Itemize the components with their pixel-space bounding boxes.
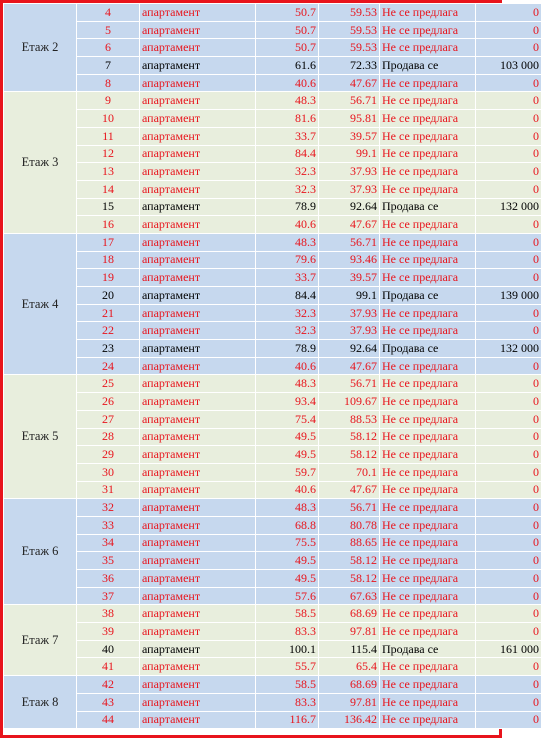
unit-area-cell: 49.5	[256, 428, 319, 446]
unit-price-cell: 0	[476, 375, 542, 393]
unit-area-cell: 48.3	[256, 92, 319, 110]
unit-total-area-cell: 39.57	[319, 269, 380, 287]
unit-price-cell: 103 000	[476, 57, 542, 75]
unit-number-cell: 23	[77, 340, 140, 358]
unit-type-cell: апартамент	[140, 711, 256, 729]
floor-label: Етаж 8	[4, 676, 77, 729]
unit-price-cell: 0	[476, 180, 542, 198]
table-row	[4, 516, 542, 534]
unit-type-cell: апартамент	[140, 428, 256, 446]
unit-area-cell: 93.4	[256, 393, 319, 411]
table-row	[4, 623, 542, 641]
unit-type-cell: апартамент	[140, 463, 256, 481]
floor-label: Етаж 4	[4, 233, 77, 375]
unit-number-cell: 22	[77, 322, 140, 340]
unit-type-cell: апартамент	[140, 357, 256, 375]
unit-total-area-cell: 59.53	[319, 21, 380, 39]
unit-area-cell: 68.8	[256, 516, 319, 534]
unit-total-area-cell: 93.46	[319, 251, 380, 269]
unit-price-cell: 0	[476, 233, 542, 251]
unit-status-cell: Не се предлага	[380, 587, 476, 605]
unit-area-cell: 84.4	[256, 287, 319, 305]
unit-type-cell: апартамент	[140, 163, 256, 181]
unit-type-cell: апартамент	[140, 304, 256, 322]
table-row	[4, 534, 542, 552]
unit-status-cell: Не се предлага	[380, 375, 476, 393]
unit-number-cell: 44	[77, 711, 140, 729]
table-row	[4, 216, 542, 234]
unit-price-cell: 0	[476, 658, 542, 676]
unit-status-cell: Не се предлага	[380, 428, 476, 446]
floor-label: Етаж 2	[4, 4, 77, 92]
unit-type-cell: апартамент	[140, 180, 256, 198]
unit-number-cell: 10	[77, 110, 140, 128]
unit-price-cell: 0	[476, 393, 542, 411]
unit-type-cell: апартамент	[140, 410, 256, 428]
unit-total-area-cell: 47.67	[319, 216, 380, 234]
unit-status-cell: Не се предлага	[380, 463, 476, 481]
unit-area-cell: 40.6	[256, 357, 319, 375]
unit-area-cell: 48.3	[256, 375, 319, 393]
unit-price-cell: 0	[476, 711, 542, 729]
unit-status-cell: Не се предлага	[380, 711, 476, 729]
unit-total-area-cell: 47.67	[319, 481, 380, 499]
table-row	[4, 446, 542, 464]
table-row	[4, 287, 542, 305]
unit-price-cell: 132 000	[476, 198, 542, 216]
unit-price-cell: 0	[476, 304, 542, 322]
unit-number-cell: 28	[77, 428, 140, 446]
unit-area-cell: 75.5	[256, 534, 319, 552]
unit-number-cell: 32	[77, 499, 140, 517]
unit-status-cell: Не се предлага	[380, 499, 476, 517]
table-row	[4, 110, 542, 128]
table-row	[4, 92, 542, 110]
unit-number-cell: 30	[77, 463, 140, 481]
unit-type-cell: апартамент	[140, 233, 256, 251]
floor-label: Етаж 5	[4, 375, 77, 499]
unit-status-cell: Не се предлага	[380, 163, 476, 181]
unit-total-area-cell: 97.81	[319, 693, 380, 711]
table-row	[4, 658, 542, 676]
table-row	[4, 251, 542, 269]
unit-status-cell: Не се предлага	[380, 357, 476, 375]
unit-price-cell: 0	[476, 269, 542, 287]
unit-total-area-cell: 109.67	[319, 393, 380, 411]
unit-price-cell: 0	[476, 534, 542, 552]
unit-type-cell: апартамент	[140, 658, 256, 676]
unit-area-cell: 78.9	[256, 340, 319, 358]
unit-total-area-cell: 99.1	[319, 287, 380, 305]
unit-price-cell: 0	[476, 163, 542, 181]
unit-number-cell: 13	[77, 163, 140, 181]
unit-total-area-cell: 47.67	[319, 74, 380, 92]
table-row	[4, 4, 542, 22]
unit-status-cell: Не се предлага	[380, 410, 476, 428]
unit-area-cell: 50.7	[256, 21, 319, 39]
unit-price-cell: 0	[476, 127, 542, 145]
unit-total-area-cell: 47.67	[319, 357, 380, 375]
unit-number-cell: 8	[77, 74, 140, 92]
unit-area-cell: 40.6	[256, 216, 319, 234]
unit-type-cell: апартамент	[140, 375, 256, 393]
unit-area-cell: 57.6	[256, 587, 319, 605]
unit-price-cell: 0	[476, 357, 542, 375]
unit-status-cell: Не се предлага	[380, 693, 476, 711]
unit-total-area-cell: 68.69	[319, 605, 380, 623]
unit-type-cell: апартамент	[140, 145, 256, 163]
unit-area-cell: 32.3	[256, 180, 319, 198]
table-row	[4, 21, 542, 39]
unit-type-cell: апартамент	[140, 640, 256, 658]
unit-price-cell: 139 000	[476, 287, 542, 305]
unit-price-cell: 0	[476, 499, 542, 517]
unit-type-cell: апартамент	[140, 552, 256, 570]
unit-area-cell: 61.6	[256, 57, 319, 75]
unit-type-cell: апартамент	[140, 676, 256, 694]
unit-number-cell: 24	[77, 357, 140, 375]
unit-status-cell: Не се предлага	[380, 251, 476, 269]
table-row	[4, 145, 542, 163]
unit-total-area-cell: 88.53	[319, 410, 380, 428]
unit-type-cell: апартамент	[140, 393, 256, 411]
unit-type-cell: апартамент	[140, 21, 256, 39]
unit-price-cell: 161 000	[476, 640, 542, 658]
table-row	[4, 570, 542, 588]
floor-label: Етаж 6	[4, 499, 77, 605]
unit-number-cell: 25	[77, 375, 140, 393]
unit-number-cell: 38	[77, 605, 140, 623]
table-row	[4, 410, 542, 428]
unit-number-cell: 40	[77, 640, 140, 658]
table-row	[4, 375, 542, 393]
unit-status-cell: Не се предлага	[380, 446, 476, 464]
unit-price-cell: 0	[476, 21, 542, 39]
unit-number-cell: 14	[77, 180, 140, 198]
unit-area-cell: 79.6	[256, 251, 319, 269]
unit-total-area-cell: 58.12	[319, 446, 380, 464]
unit-price-cell: 0	[476, 605, 542, 623]
unit-type-cell: апартамент	[140, 587, 256, 605]
unit-number-cell: 16	[77, 216, 140, 234]
unit-number-cell: 6	[77, 39, 140, 57]
unit-number-cell: 36	[77, 570, 140, 588]
unit-status-cell: Не се предлага	[380, 74, 476, 92]
unit-total-area-cell: 37.93	[319, 180, 380, 198]
unit-area-cell: 49.5	[256, 552, 319, 570]
unit-status-cell: Продава се	[380, 57, 476, 75]
table-row	[4, 269, 542, 287]
unit-number-cell: 34	[77, 534, 140, 552]
unit-total-area-cell: 56.71	[319, 92, 380, 110]
table-row	[4, 428, 542, 446]
unit-area-cell: 49.5	[256, 570, 319, 588]
unit-status-cell: Не се предлага	[380, 21, 476, 39]
table-row	[4, 74, 542, 92]
unit-status-cell: Не се предлага	[380, 393, 476, 411]
unit-total-area-cell: 37.93	[319, 322, 380, 340]
unit-number-cell: 43	[77, 693, 140, 711]
unit-number-cell: 12	[77, 145, 140, 163]
unit-total-area-cell: 37.93	[319, 163, 380, 181]
table-row	[4, 233, 542, 251]
unit-area-cell: 81.6	[256, 110, 319, 128]
unit-area-cell: 84.4	[256, 145, 319, 163]
unit-number-cell: 17	[77, 233, 140, 251]
unit-area-cell: 83.3	[256, 693, 319, 711]
unit-total-area-cell: 56.71	[319, 375, 380, 393]
unit-total-area-cell: 92.64	[319, 198, 380, 216]
unit-total-area-cell: 136.42	[319, 711, 380, 729]
unit-total-area-cell: 72.33	[319, 57, 380, 75]
unit-status-cell: Не се предлага	[380, 4, 476, 22]
table-row	[4, 393, 542, 411]
unit-area-cell: 40.6	[256, 74, 319, 92]
unit-type-cell: апартамент	[140, 198, 256, 216]
unit-status-cell: Не се предлага	[380, 92, 476, 110]
unit-total-area-cell: 56.71	[319, 499, 380, 517]
unit-number-cell: 33	[77, 516, 140, 534]
floor-label: Етаж 3	[4, 92, 77, 234]
unit-total-area-cell: 67.63	[319, 587, 380, 605]
unit-area-cell: 48.3	[256, 499, 319, 517]
unit-status-cell: Не се предлага	[380, 570, 476, 588]
table-row	[4, 322, 542, 340]
unit-status-cell: Не се предлага	[380, 180, 476, 198]
unit-type-cell: апартамент	[140, 110, 256, 128]
unit-price-cell: 0	[476, 516, 542, 534]
unit-status-cell: Продава се	[380, 340, 476, 358]
unit-price-cell: 0	[476, 570, 542, 588]
unit-type-cell: апартамент	[140, 570, 256, 588]
unit-price-cell: 0	[476, 74, 542, 92]
unit-price-cell: 0	[476, 322, 542, 340]
unit-area-cell: 50.7	[256, 39, 319, 57]
unit-type-cell: апартамент	[140, 446, 256, 464]
unit-number-cell: 35	[77, 552, 140, 570]
unit-type-cell: апартамент	[140, 57, 256, 75]
unit-total-area-cell: 56.71	[319, 233, 380, 251]
unit-total-area-cell: 95.81	[319, 110, 380, 128]
unit-type-cell: апартамент	[140, 92, 256, 110]
unit-number-cell: 7	[77, 57, 140, 75]
unit-price-cell: 0	[476, 676, 542, 694]
unit-type-cell: апартамент	[140, 481, 256, 499]
apartments-table-body	[4, 4, 542, 729]
unit-type-cell: апартамент	[140, 322, 256, 340]
unit-status-cell: Не се предлага	[380, 516, 476, 534]
unit-number-cell: 4	[77, 4, 140, 22]
unit-number-cell: 29	[77, 446, 140, 464]
table-row	[4, 57, 542, 75]
unit-area-cell: 40.6	[256, 481, 319, 499]
unit-area-cell: 48.3	[256, 233, 319, 251]
unit-type-cell: апартамент	[140, 499, 256, 517]
unit-area-cell: 32.3	[256, 304, 319, 322]
unit-type-cell: апартамент	[140, 127, 256, 145]
unit-price-cell: 0	[476, 251, 542, 269]
unit-area-cell: 58.5	[256, 605, 319, 623]
unit-area-cell: 49.5	[256, 446, 319, 464]
unit-status-cell: Не се предлага	[380, 658, 476, 676]
unit-number-cell: 21	[77, 304, 140, 322]
unit-price-cell: 0	[476, 623, 542, 641]
unit-number-cell: 42	[77, 676, 140, 694]
unit-type-cell: апартамент	[140, 39, 256, 57]
unit-type-cell: апартамент	[140, 216, 256, 234]
table-row	[4, 163, 542, 181]
unit-number-cell: 18	[77, 251, 140, 269]
unit-area-cell: 50.7	[256, 4, 319, 22]
unit-total-area-cell: 80.78	[319, 516, 380, 534]
unit-total-area-cell: 65.4	[319, 658, 380, 676]
unit-price-cell: 0	[476, 587, 542, 605]
unit-price-cell: 0	[476, 446, 542, 464]
unit-type-cell: апартамент	[140, 693, 256, 711]
unit-status-cell: Не се предлага	[380, 481, 476, 499]
unit-price-cell: 0	[476, 92, 542, 110]
unit-total-area-cell: 99.1	[319, 145, 380, 163]
unit-total-area-cell: 39.57	[319, 127, 380, 145]
unit-status-cell: Не се предлага	[380, 145, 476, 163]
table-row	[4, 304, 542, 322]
unit-price-cell: 132 000	[476, 340, 542, 358]
table-row	[4, 463, 542, 481]
unit-total-area-cell: 70.1	[319, 463, 380, 481]
unit-total-area-cell: 97.81	[319, 623, 380, 641]
unit-area-cell: 83.3	[256, 623, 319, 641]
table-row	[4, 676, 542, 694]
unit-area-cell: 58.5	[256, 676, 319, 694]
unit-price-cell: 0	[476, 39, 542, 57]
unit-price-cell: 0	[476, 216, 542, 234]
unit-type-cell: апартамент	[140, 287, 256, 305]
unit-status-cell: Не се предлага	[380, 216, 476, 234]
unit-area-cell: 33.7	[256, 127, 319, 145]
unit-status-cell: Не се предлага	[380, 676, 476, 694]
unit-status-cell: Не се предлага	[380, 233, 476, 251]
unit-type-cell: апартамент	[140, 534, 256, 552]
table-row	[4, 693, 542, 711]
unit-price-cell: 0	[476, 481, 542, 499]
unit-price-cell: 0	[476, 410, 542, 428]
unit-total-area-cell: 59.53	[319, 4, 380, 22]
unit-type-cell: апартамент	[140, 74, 256, 92]
unit-status-cell: Продава се	[380, 198, 476, 216]
unit-price-cell: 0	[476, 110, 542, 128]
unit-total-area-cell: 58.12	[319, 428, 380, 446]
unit-price-cell: 0	[476, 428, 542, 446]
table-row	[4, 481, 542, 499]
table-row	[4, 340, 542, 358]
table-row	[4, 587, 542, 605]
unit-total-area-cell: 59.53	[319, 39, 380, 57]
unit-number-cell: 37	[77, 587, 140, 605]
table-row	[4, 552, 542, 570]
unit-status-cell: Не се предлага	[380, 605, 476, 623]
unit-number-cell: 19	[77, 269, 140, 287]
table-row	[4, 198, 542, 216]
unit-area-cell: 32.3	[256, 322, 319, 340]
unit-price-cell: 0	[476, 4, 542, 22]
unit-area-cell: 75.4	[256, 410, 319, 428]
floor-label: Етаж 7	[4, 605, 77, 676]
unit-total-area-cell: 37.93	[319, 304, 380, 322]
unit-type-cell: апартамент	[140, 251, 256, 269]
unit-status-cell: Не се предлага	[380, 322, 476, 340]
table-row	[4, 180, 542, 198]
unit-number-cell: 31	[77, 481, 140, 499]
unit-total-area-cell: 58.12	[319, 552, 380, 570]
unit-status-cell: Продава се	[380, 287, 476, 305]
table-row	[4, 605, 542, 623]
unit-total-area-cell: 92.64	[319, 340, 380, 358]
unit-status-cell: Продава се	[380, 640, 476, 658]
unit-number-cell: 9	[77, 92, 140, 110]
table-row	[4, 357, 542, 375]
unit-number-cell: 41	[77, 658, 140, 676]
unit-type-cell: апартамент	[140, 4, 256, 22]
apartments-table	[3, 3, 542, 729]
unit-number-cell: 27	[77, 410, 140, 428]
unit-status-cell: Не се предлага	[380, 127, 476, 145]
unit-number-cell: 5	[77, 21, 140, 39]
table-row	[4, 499, 542, 517]
unit-price-cell: 0	[476, 693, 542, 711]
unit-type-cell: апартамент	[140, 605, 256, 623]
unit-price-cell: 0	[476, 463, 542, 481]
unit-price-cell: 0	[476, 145, 542, 163]
unit-status-cell: Не се предлага	[380, 110, 476, 128]
unit-status-cell: Не се предлага	[380, 39, 476, 57]
unit-number-cell: 15	[77, 198, 140, 216]
unit-type-cell: апартамент	[140, 340, 256, 358]
unit-area-cell: 55.7	[256, 658, 319, 676]
unit-type-cell: апартамент	[140, 269, 256, 287]
unit-area-cell: 33.7	[256, 269, 319, 287]
unit-total-area-cell: 58.12	[319, 570, 380, 588]
table-row	[4, 640, 542, 658]
unit-type-cell: апартамент	[140, 623, 256, 641]
unit-area-cell: 32.3	[256, 163, 319, 181]
unit-area-cell: 78.9	[256, 198, 319, 216]
unit-area-cell: 116.7	[256, 711, 319, 729]
unit-price-cell: 0	[476, 552, 542, 570]
unit-area-cell: 59.7	[256, 463, 319, 481]
unit-type-cell: апартамент	[140, 516, 256, 534]
unit-total-area-cell: 88.65	[319, 534, 380, 552]
unit-area-cell: 100.1	[256, 640, 319, 658]
unit-number-cell: 11	[77, 127, 140, 145]
unit-status-cell: Не се предлага	[380, 552, 476, 570]
table-row	[4, 39, 542, 57]
unit-status-cell: Не се предлага	[380, 304, 476, 322]
table-row	[4, 711, 542, 729]
unit-status-cell: Не се предлага	[380, 534, 476, 552]
unit-number-cell: 39	[77, 623, 140, 641]
unit-number-cell: 20	[77, 287, 140, 305]
unit-status-cell: Не се предлага	[380, 623, 476, 641]
unit-number-cell: 26	[77, 393, 140, 411]
unit-total-area-cell: 68.69	[319, 676, 380, 694]
unit-status-cell: Не се предлага	[380, 269, 476, 287]
unit-total-area-cell: 115.4	[319, 640, 380, 658]
table-row	[4, 127, 542, 145]
